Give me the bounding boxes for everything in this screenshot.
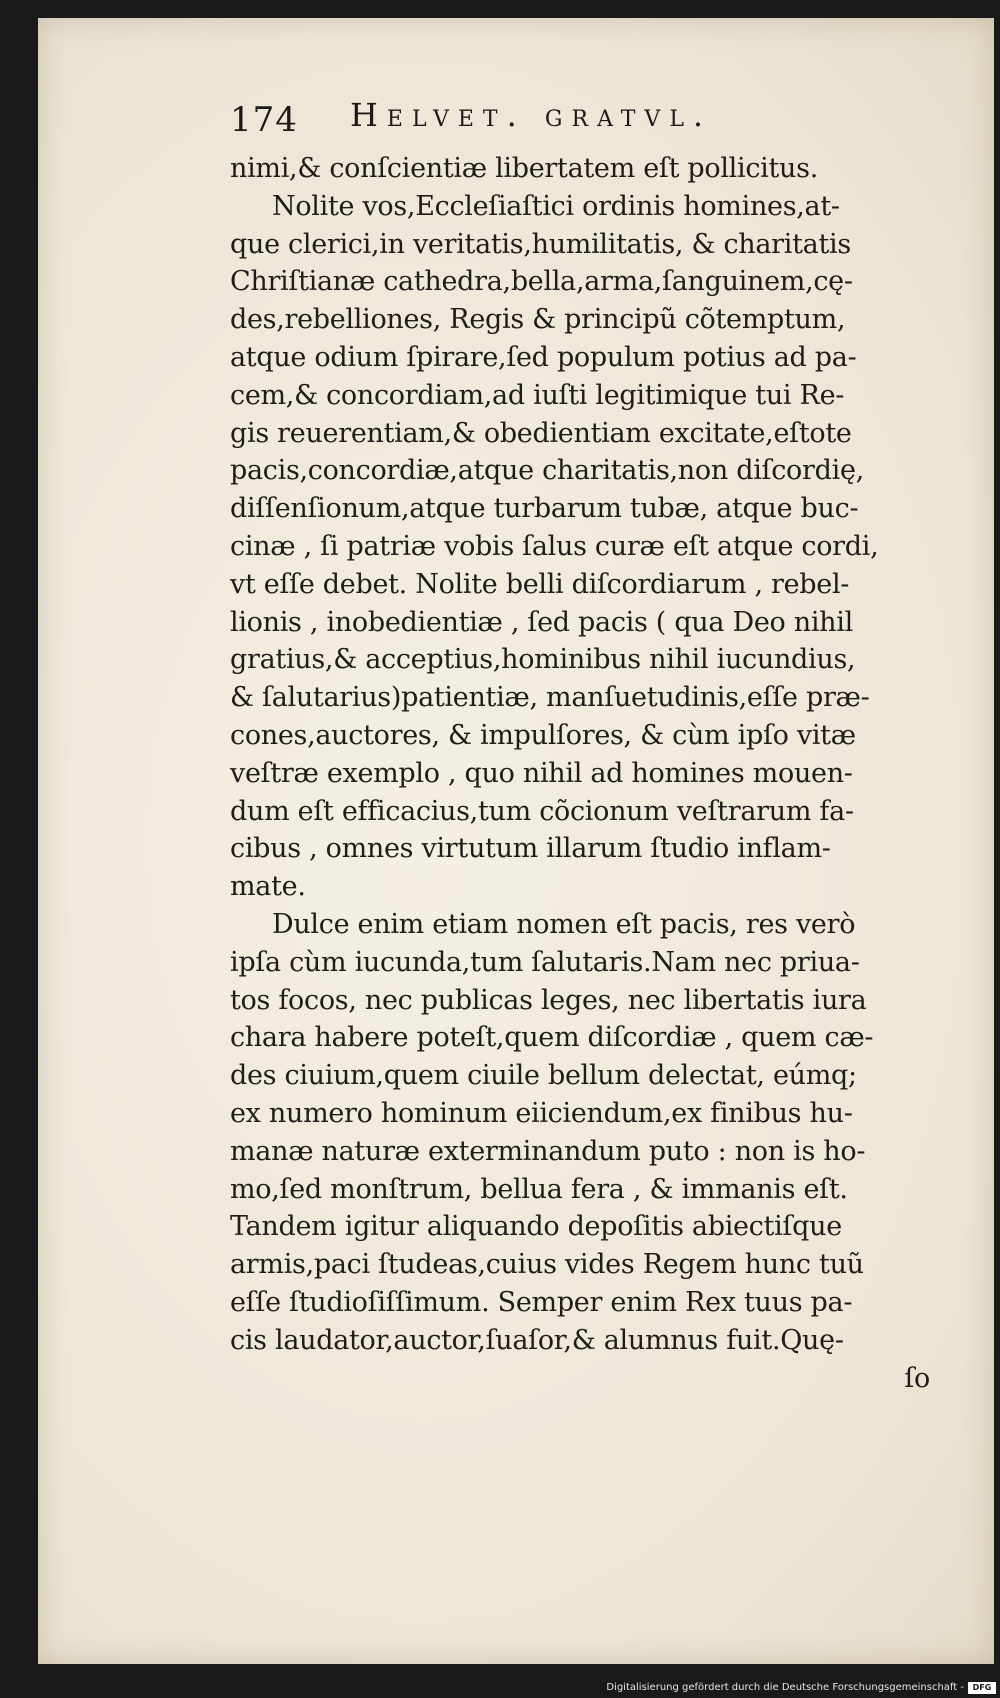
- running-head: Helvet. gratvl.: [350, 96, 713, 134]
- text-line: gratius,& acceptius,hominibus nihil iucundius,: [230, 644, 856, 676]
- text-line: armis,paci ſtudeas,cuius vides Regem hunc tuũ: [230, 1249, 864, 1281]
- text-line: cem,& concordiam,ad iuſti legitimique tui Re-: [230, 379, 845, 411]
- text-line: cinæ , ſi patriæ vobis ſalus curæ eſt atque cordi,: [230, 530, 879, 562]
- text-line: & ſalutarius)patientiæ, manſuetudinis,eſſe præ-: [230, 682, 870, 714]
- catchword: ſo: [904, 1362, 930, 1394]
- text-line: Chriſtianæ cathedra,bella,arma,ſanguinem,cę-: [230, 266, 853, 298]
- text-line: gis reuerentiam,& obedientiam excitate,eſtote: [230, 417, 852, 449]
- text-line: diſſenſionum,atque turbarum tubæ, atque buc-: [230, 493, 859, 525]
- text-line: mate.: [230, 871, 306, 903]
- text-line: Nolite vos,Eccleſiaſtici ordinis homines,at-: [272, 190, 840, 222]
- page-header: [230, 92, 830, 144]
- text-line: lionis , inobedientiæ , ſed pacis ( qua Deo nihil: [230, 606, 853, 638]
- text-line: eſſe ſtudioſiſſimum. Semper enim Rex tuus pa-: [230, 1286, 853, 1318]
- text-line: vt eſſe debet. Nolite belli diſcordiarum , rebel-: [230, 568, 850, 600]
- text-line: cibus , omnes virtutum illarum ſtudio inflam-: [230, 833, 831, 865]
- text-line: veſtræ exemplo , quo nihil ad homines mouen-: [230, 757, 853, 789]
- dfg-logo-icon: DFG: [968, 1682, 996, 1694]
- text-line: des ciuium,quem ciuile bellum delectat, eúmq;: [230, 1060, 857, 1092]
- text-line: cones,auctores, & impulſores, & cùm ipſo vitæ: [230, 719, 856, 751]
- text-line: tos focos, nec publicas leges, nec libertatis iura: [230, 984, 867, 1016]
- text-line: ex numero hominum eiiciendum,ex finibus hu-: [230, 1097, 853, 1129]
- text-line: atque odium ſpirare,ſed populum potius ad pa-: [230, 341, 857, 373]
- body-text: [230, 150, 970, 1397]
- text-line: ipſa cùm iucunda,tum ſalutaris.Nam nec priua-: [230, 946, 860, 978]
- text-line: dum eſt efficacius,tum cõcionum veſtrarum fa-: [230, 795, 854, 827]
- text-line: nimi,& conſcientiæ libertatem eſt pollicitus.: [230, 153, 818, 184]
- digitization-credit: Digitalisierung gefördert durch die Deutsche Forschungsgemeinschaft -: [606, 1682, 964, 1693]
- page-number: 174: [230, 100, 298, 140]
- text-line: Tandem igitur aliquando depoſitis abiectiſque: [230, 1211, 842, 1243]
- text-line: pacis,concordiæ,atque charitatis,non diſcordię,: [230, 455, 864, 487]
- text-line: des,rebelliones, Regis & principũ cõtemptum,: [230, 304, 846, 336]
- text-line: cis laudator,auctor,ſuaſor,& alumnus fuit.Quę-: [230, 1324, 844, 1356]
- text-line: que clerici,in veritatis,humilitatis, & charitatis: [230, 228, 851, 260]
- text-line: mo,ſed monſtrum, bellua fera , & immanis eſt.: [230, 1173, 848, 1205]
- text-line: Dulce enim etiam nomen eſt pacis, res verò: [272, 908, 856, 940]
- text-line: manæ naturæ exterminandum puto : non is ho-: [230, 1135, 866, 1167]
- text-line: chara habere poteſt,quem diſcordiæ , quem cæ-: [230, 1022, 874, 1054]
